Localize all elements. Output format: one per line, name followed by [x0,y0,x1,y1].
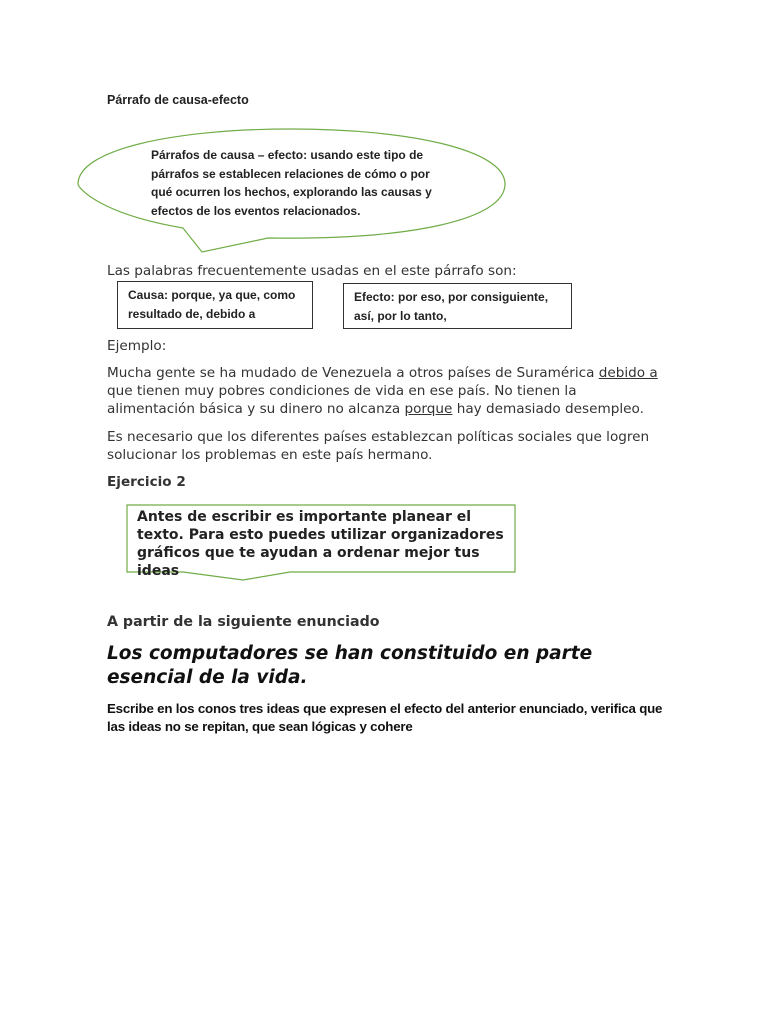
definition-text: Párrafos de causa – efecto: usando este tipo de párrafos se establecen relaciones de cómo o por qué ocurren los hechos, explorando las causas y efectos de los eventos relacionados. [151,148,432,218]
instruction: Escribe en los conos tres ideas que expresen el efecto del anterior enunciado, verifica que las ideas no se repitan, que sean lógicas y cohere [107,701,663,734]
example-text-part-3: hay demasiado desempleo. [452,401,644,417]
statement: Los computadores se han constituido en parte esencial de la vida. [107,643,593,688]
words-intro: Las palabras frecuentemente usadas en el este párrafo son: [107,263,517,279]
effect-words-text: Efecto: por eso, por consiguiente, así, por lo tanto, [354,290,549,323]
cause-words-text: Causa: porque, ya que, como resultado de, debido a [128,288,296,321]
exercise-heading: Ejercicio 2 [107,474,186,490]
example-paragraph-2: Es necesario que los diferentes países establezcan políticas sociales que logren solucionar los problemas en este país hermano. [107,429,650,463]
example-text-part-2: que tienen muy pobres condiciones de vida en ese país. No tienen la alimentación básica y su dinero no alcanza [107,383,577,417]
example-label: Ejemplo: [107,338,167,354]
prompt-heading: A partir de la siguiente enunciado [107,614,380,630]
planning-callout-text: Antes de escribir es importante planear el texto. Para esto puedes utilizar organizadores gráficos que te ayudan a ordenar mejor tus ideas [137,509,504,579]
connector-porque: porque [404,401,453,417]
example-text-part-1: Mucha gente se ha mudado de Venezuela a otros países de Suramérica [107,365,599,381]
connector-debido-a: debido a [598,365,658,381]
page-title: Párrafo de causa-efecto [107,93,249,107]
